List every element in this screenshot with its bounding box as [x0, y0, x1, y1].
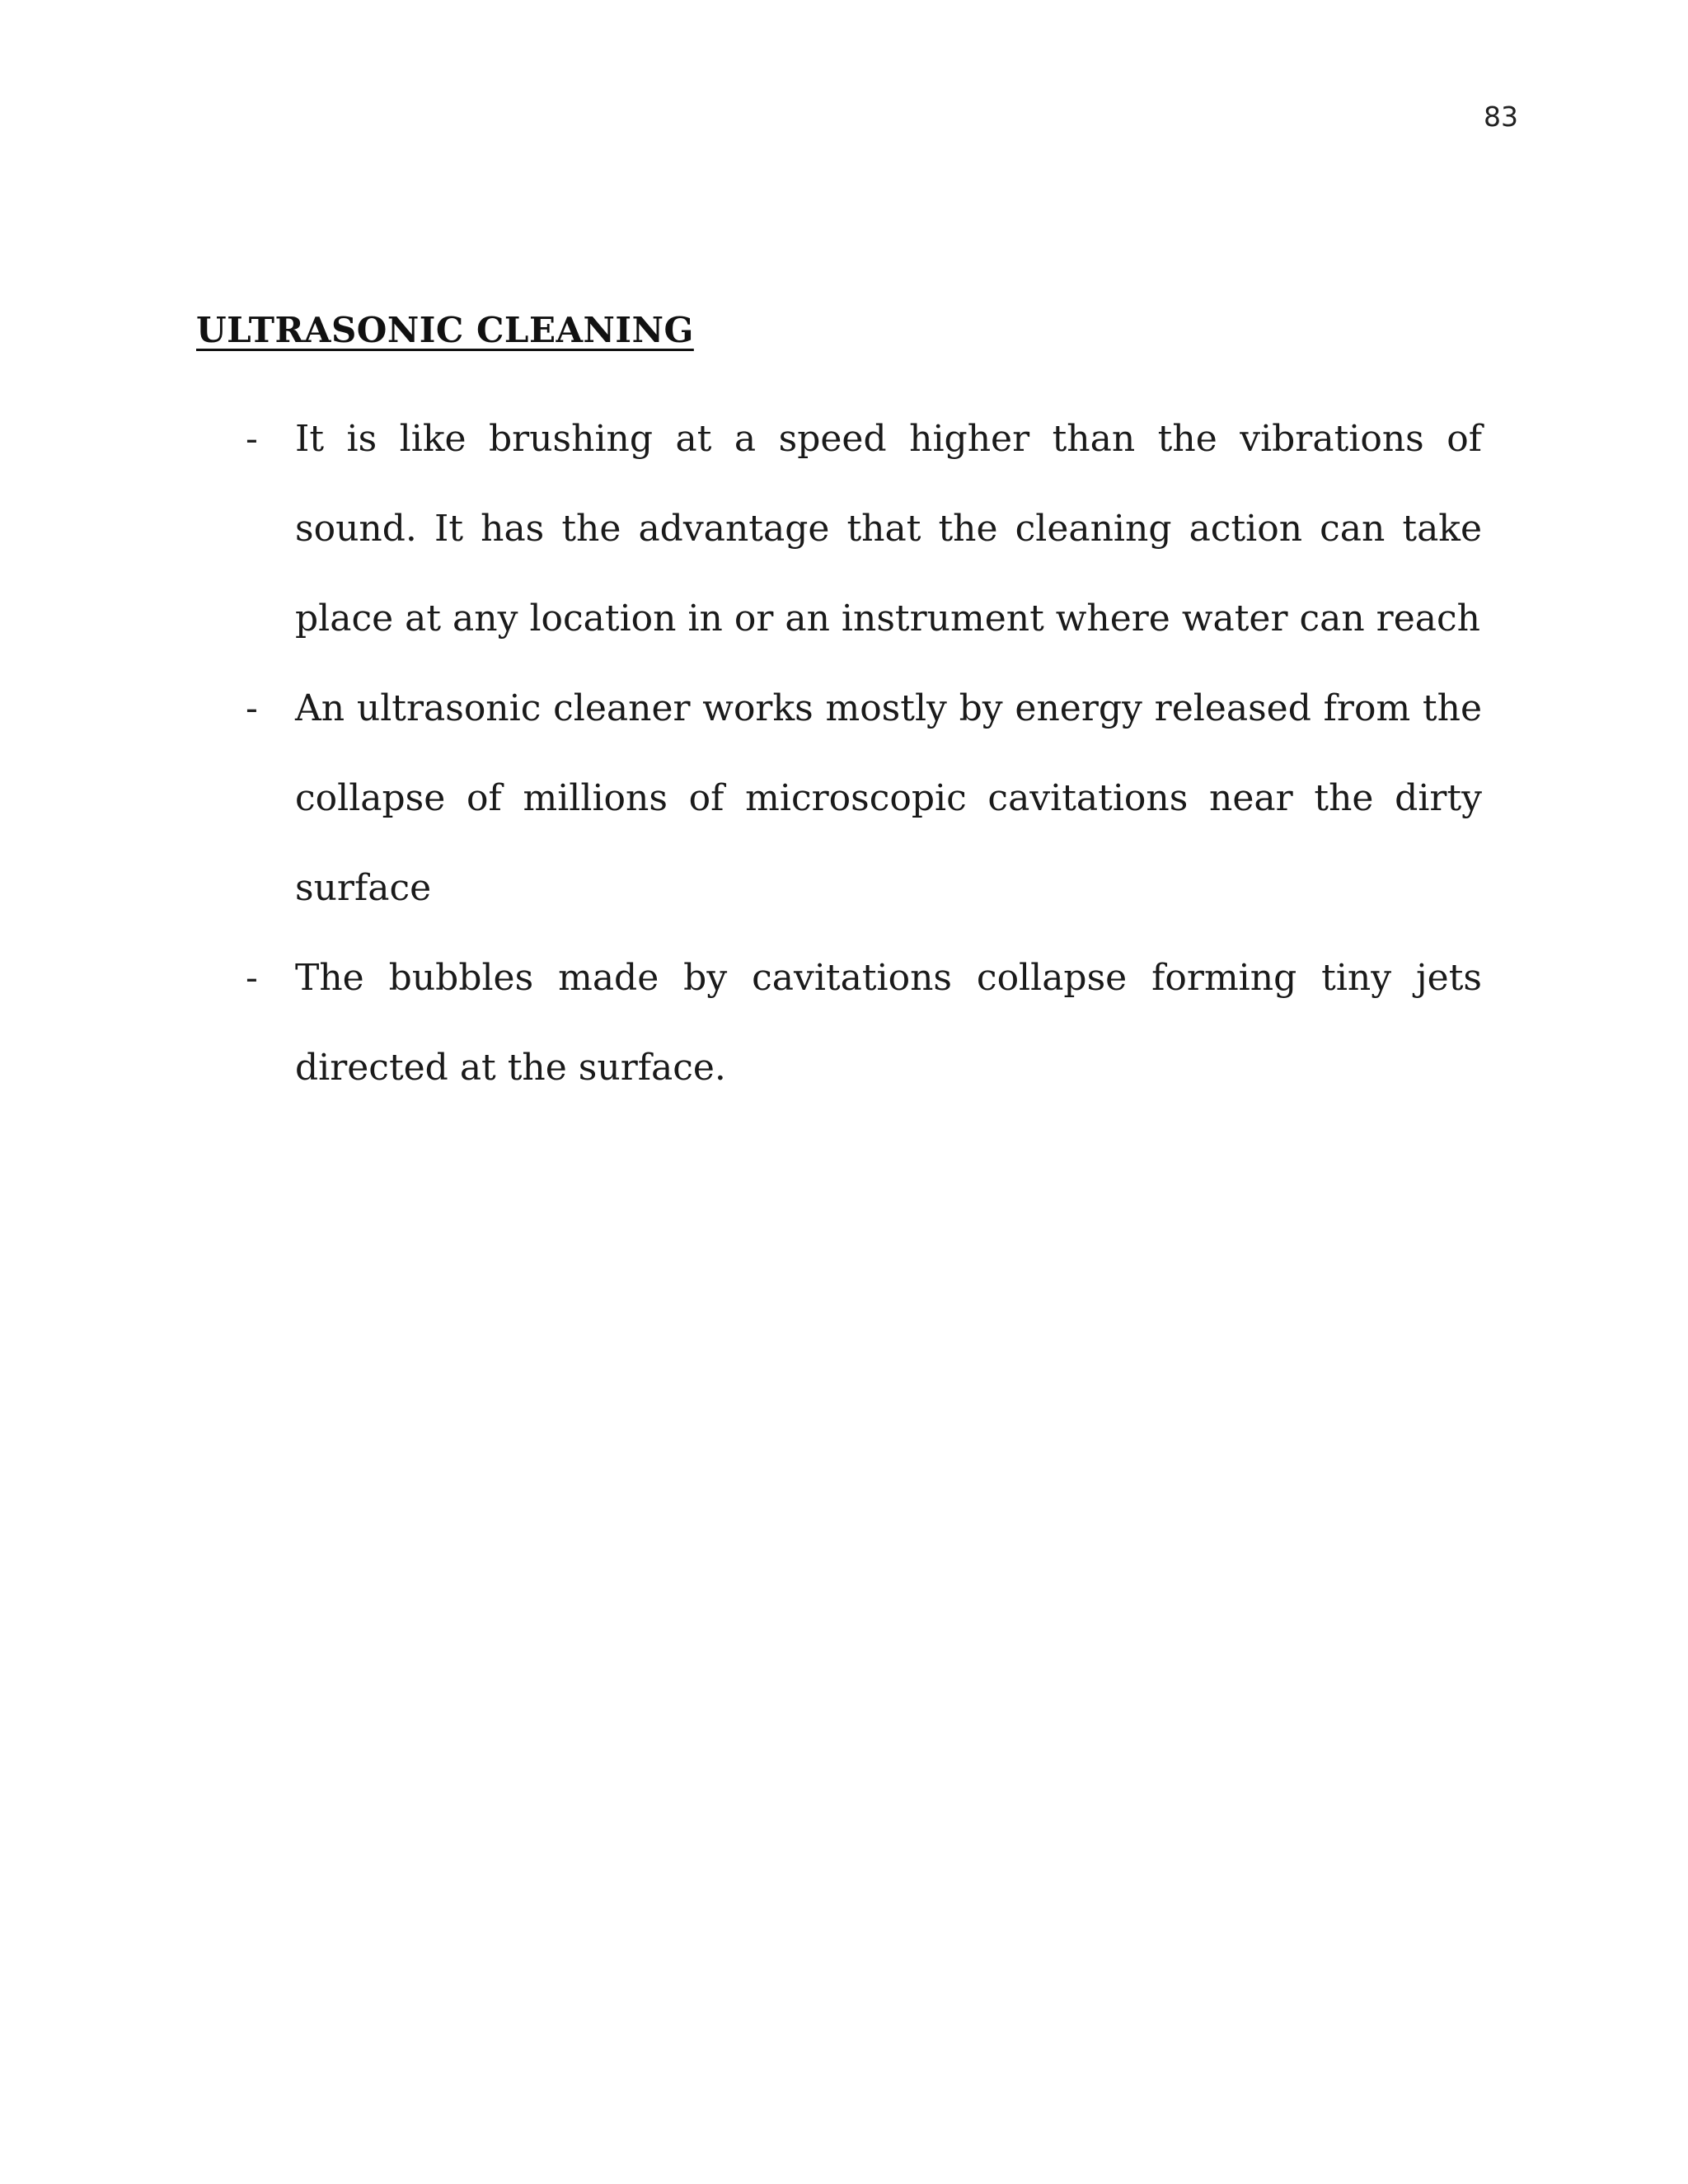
bullet-text: The bubbles made by cavitations collapse forming tiny jets directed at the surface. [295, 957, 1482, 1089]
bullet-marker: - [246, 418, 258, 460]
bullet-text: It is like brushing at a speed higher than the vibrations of sound. It has the advantage that the cleaning action can take place at any location in or an instrument where water can reach [295, 418, 1482, 640]
page-number: 83 [1484, 101, 1518, 133]
bullet-marker: - [246, 957, 258, 999]
bullet-text: An ultrasonic cleaner works mostly by energy released from the collapse of millions of microscopic cavitations near the dirty surface [295, 687, 1482, 909]
bullet-item [196, 394, 1482, 663]
section-heading: ULTRASONIC CLEANING [196, 310, 694, 350]
bullet-item [196, 933, 1482, 1113]
bullet-marker: - [246, 687, 258, 729]
bullet-list [196, 394, 1482, 1113]
bullet-item [196, 663, 1482, 933]
